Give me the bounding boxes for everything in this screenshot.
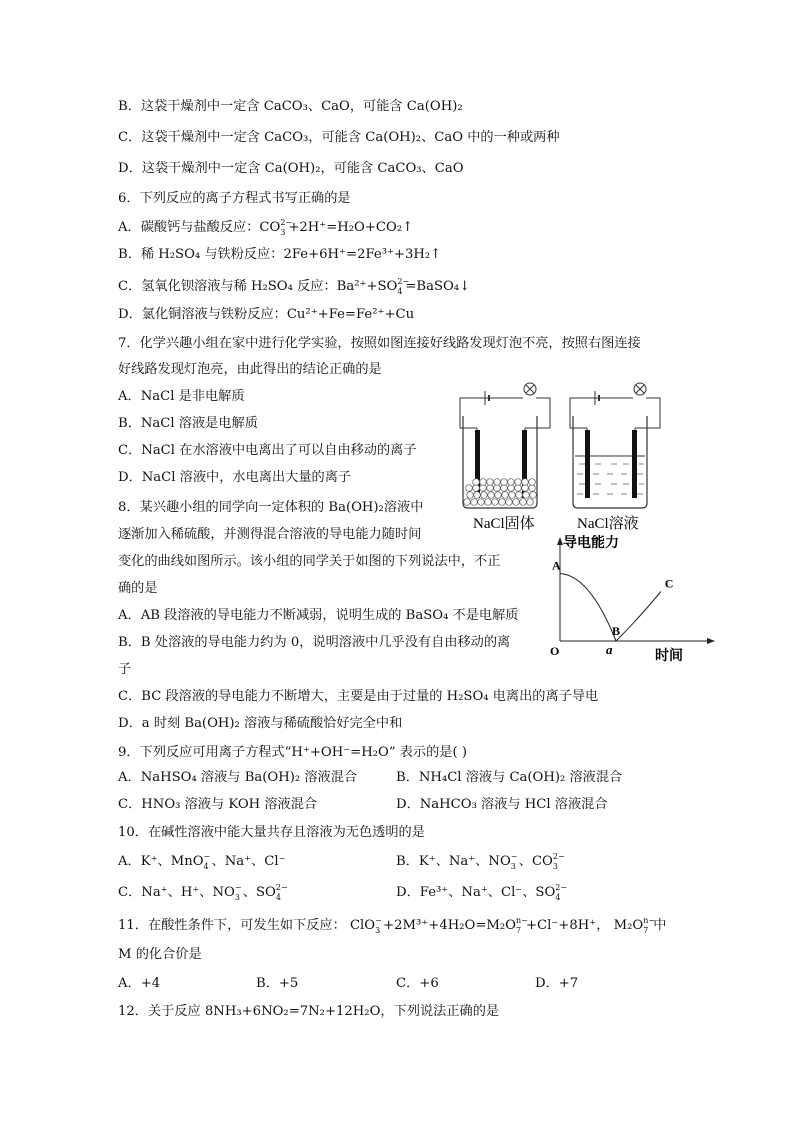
nacl-particle — [471, 499, 478, 506]
q5-option-d: D．这袋干燥剂中一定含 Ca(OH)₂，可能含 CaCO₃、CaO — [118, 161, 464, 176]
nacl-particle — [523, 492, 530, 499]
nacl-particle — [513, 499, 520, 506]
nacl-particle — [499, 499, 506, 506]
q10-option-d: D．Fe³⁺、Na⁺、Cl⁻、SO 2− 4 — [396, 883, 568, 902]
nacl-particle — [509, 492, 516, 499]
q5-option-b: B．这袋干燥剂中一定含 CaCO₃、CaO，可能含 Ca(OH)₂ — [118, 99, 463, 114]
nacl-particle — [530, 492, 537, 499]
nacl-particle — [466, 485, 473, 492]
q6-option-d: D．氯化铜溶液与铁粉反应：Cu²⁺+Fe=Fe²⁺+Cu — [118, 307, 415, 322]
q7-option-d: D．NaCl 溶液中，水电离出大量的离子 — [118, 470, 352, 485]
q9-option-c: C．HNO₃ 溶液与 KOH 溶液混合 — [118, 797, 318, 812]
nacl-particle — [501, 479, 508, 486]
nacl-particle — [495, 492, 502, 499]
conductivity-chart — [545, 535, 725, 665]
nacl-particle — [473, 485, 480, 492]
nacl-particle — [473, 479, 480, 486]
q8-option-b-1: B．B 处溶液的导电能力约为 0，说明溶液中几乎没有自由移动的离 — [118, 635, 511, 650]
nacl-particle — [494, 485, 501, 492]
nacl-particle — [522, 485, 529, 492]
q6-option-c: C．氢氧化钡溶液与稀 H₂SO₄ 反应：Ba²⁺+SO 2− 4 =BaSO₄↓ — [118, 277, 471, 296]
q12-stem: 12．关于反应 8NH₃+6NO₂=7N₂+12H₂O，下列说法正确的是 — [118, 1004, 500, 1019]
left-circuit — [460, 383, 550, 532]
q8-stem-3: 变化的曲线如图所示。该小组的同学关于如图的下列说法中，不正 — [118, 554, 501, 569]
q10-option-b: B．K⁺、Na⁺、NO − 3 、CO 2− 3 — [396, 852, 565, 871]
q10-option-a: A．K⁺、MnO − 4 、Na⁺、Cl⁻ — [118, 852, 286, 871]
q11-stem-2: M 的化合价是 — [118, 947, 202, 962]
q7-stem-1: 7．化学兴趣小组在家中进行化学实验，按照如图连接好线路发现灯泡不亮，按照右图连接 — [118, 336, 641, 351]
q8-stem-1: 8．某兴趣小组的同学向一定体积的 Ba(OH)₂溶液中 — [118, 500, 424, 515]
q8-stem-4: 确的是 — [118, 581, 158, 596]
q8-stem-2: 逐渐加入稀硫酸，并测得混合溶液的导电能力随时间 — [118, 527, 422, 542]
right-figure-label: NaCl溶液 — [577, 516, 639, 532]
point-label-a: A — [552, 558, 561, 573]
q8-option-a: A．AB 段溶液的导电能力不断减弱，说明生成的 BaSO₄ 不是电解质 — [118, 608, 519, 623]
q9-option-b: B．NH₄Cl 溶液与 Ca(OH)₂ 溶液混合 — [396, 770, 623, 785]
nacl-particle — [527, 499, 534, 506]
q10-option-c: C．Na⁺、H⁺、NO − 3 、SO 2− 4 — [118, 883, 288, 902]
nacl-particle — [480, 479, 487, 486]
q6-option-b: B．稀 H₂SO₄ 与铁粉反应：2Fe+6H⁺=2Fe³⁺+3H₂↑ — [118, 247, 442, 262]
q7-option-b: B．NaCl 溶液是电解质 — [118, 416, 258, 431]
q8-option-b-2: 子 — [118, 662, 132, 677]
x-axis-arrow-icon — [707, 638, 715, 644]
point-label-c: C — [664, 576, 674, 591]
nacl-particle — [502, 492, 509, 499]
nacl-particle — [487, 479, 494, 486]
q11-stem-1: 11．在酸性条件下，可发生如下反应： ClO − 3 +2M³⁺+4H₂O=M₂O n− 7 +Cl⁻+8H⁺， M₂O n− 7 中 — [118, 916, 667, 935]
nacl-particle — [522, 479, 529, 486]
q7-option-c: C．NaCl 在水溶液中电离出了可以自由移动的离子 — [118, 443, 417, 458]
q11-option-a: A．+4 — [118, 976, 161, 991]
right-circuit — [570, 383, 660, 532]
origin-label: O — [550, 644, 560, 658]
nacl-particle — [501, 485, 508, 492]
q11-option-d: D．+7 — [535, 976, 579, 991]
nacl-particle — [506, 499, 513, 506]
nacl-particle — [467, 492, 474, 499]
nacl-particle — [478, 499, 485, 506]
nacl-particle — [520, 499, 527, 506]
q7-option-a: A．NaCl 是非电解质 — [118, 389, 245, 404]
q10-stem: 10．在碱性溶液中能大量共存且溶液为无色透明的是 — [118, 825, 425, 840]
q8-option-c: C．BC 段溶液的导电能力不断增大，主要是由于过量的 H₂SO₄ 电离出的离子导电 — [118, 689, 599, 704]
nacl-particle — [515, 479, 522, 486]
y-axis-label: 导电能力 — [563, 535, 619, 551]
nacl-particle — [494, 479, 501, 486]
nacl-particle — [516, 492, 523, 499]
q9-stem: 9．下列反应可用离子方程式“H⁺+OH⁻=H₂O” 表示的是( ) — [118, 745, 467, 760]
nacl-particle — [488, 492, 495, 499]
nacl-particle — [474, 492, 481, 499]
nacl-particle — [508, 485, 515, 492]
nacl-particle — [515, 485, 522, 492]
nacl-particle — [485, 499, 492, 506]
q6-stem: 6．下列反应的离子方程式书写正确的是 — [118, 191, 351, 206]
q11-option-b: B．+5 — [256, 976, 299, 991]
nacl-particle — [529, 479, 536, 486]
point-label-b: B — [612, 624, 621, 638]
q9-option-a: A．NaHSO₄ 溶液与 Ba(OH)₂ 溶液混合 — [118, 770, 358, 785]
nacl-particle — [480, 485, 487, 492]
x-tick-label: a — [606, 642, 613, 657]
nacl-solid-particles — [464, 479, 537, 506]
q11-option-c: C．+6 — [396, 976, 439, 991]
nacl-particle — [481, 492, 488, 499]
q9-option-d: D．NaHCO₃ 溶液与 HCl 溶液混合 — [396, 797, 608, 812]
nacl-particle — [492, 499, 499, 506]
q6-option-a: A．碳酸钙与盐酸反应：CO 2− 3 +2H⁺=H₂O+CO₂↑ — [118, 218, 414, 237]
right-electrode — [585, 430, 590, 498]
nacl-particle — [529, 485, 536, 492]
q5-option-c: C．这袋干燥剂中一定含 CaCO₃，可能含 Ca(OH)₂、CaO 中的一种或两种 — [118, 130, 560, 145]
nacl-particle — [508, 479, 515, 486]
conductivity-curve — [560, 574, 661, 642]
left-figure-label: NaCl固体 — [473, 516, 535, 532]
q8-option-d: D．a 时刻 Ba(OH)₂ 溶液与稀硫酸恰好完全中和 — [118, 716, 403, 731]
x-axis-label: 时间 — [655, 648, 683, 664]
nacl-particle — [487, 485, 494, 492]
circuit-figure — [455, 378, 680, 533]
chart-axes — [557, 537, 715, 644]
q7-stem-2: 好线路发现灯泡亮，由此得出的结论正确的是 — [118, 362, 382, 377]
nacl-particle — [464, 499, 471, 506]
